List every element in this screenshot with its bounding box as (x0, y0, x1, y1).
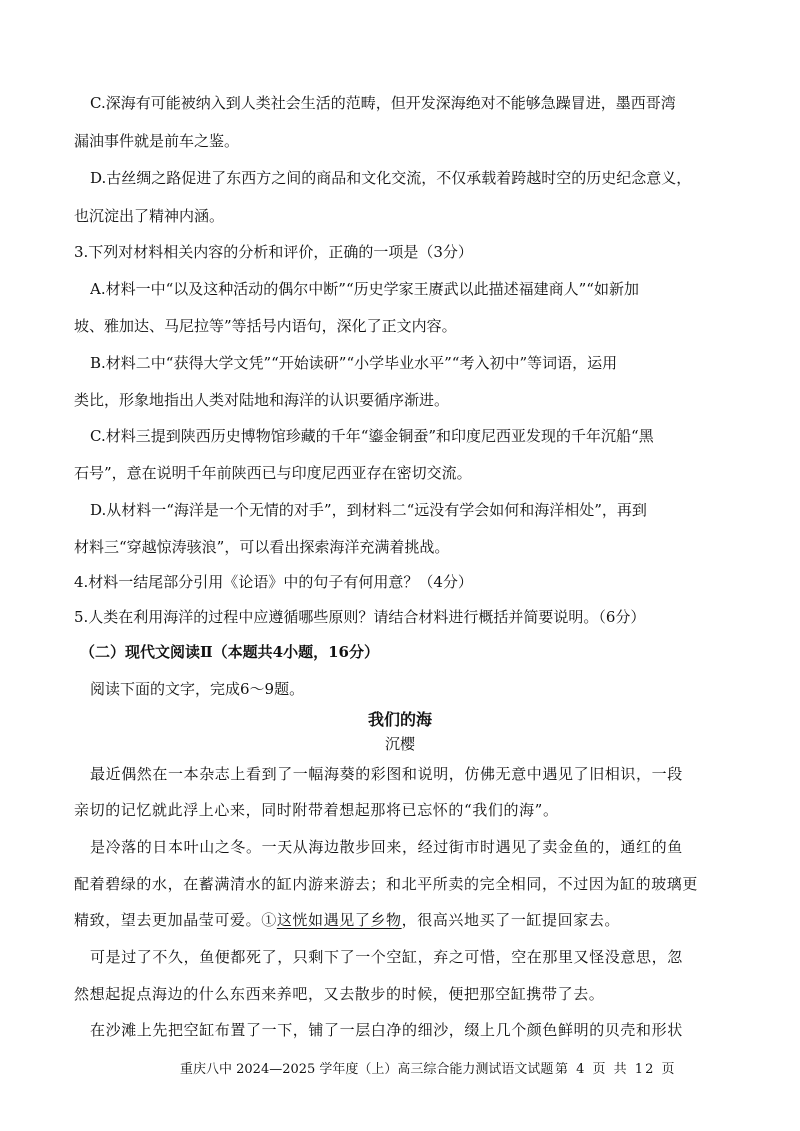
q3-option-d-line2: 材料三“穿越惊涛骇浪”，可以看出探索海洋充满着挑战。 (74, 538, 450, 556)
q2-option-c-line1: C.深海有可能被纳入到人类社会生活的范畴，但开发深海绝对不能够急躁冒进，墨西哥湾 (90, 94, 676, 112)
reading-instruction: 阅读下面的文字，完成6～9题。 (90, 680, 305, 698)
q3-option-c-line2: 石号”，意在说明千年前陕西已与印度尼西亚存在密切交流。 (74, 464, 472, 482)
q2-option-d-line2: 也沉淀出了精神内涵。 (74, 207, 225, 225)
p2-line3-suffix: ，很高兴地买了一缸提回家去。 (401, 911, 621, 929)
q3-stem: 3.下列对材料相关内容的分析和评价，正确的一项是（3分） (74, 243, 473, 261)
q2-option-d-line1: D.古丝绸之路促进了东西方之间的商品和文化交流，不仅承载着跨越时空的历史纪念意义， (90, 169, 692, 187)
q4-stem: 4.材料一结尾部分引用《论语》中的句子有何用意？（4分） (74, 573, 473, 591)
p2-line3 (74, 909, 734, 931)
annotation-marker-1: ① (261, 911, 277, 929)
q5-stem: 5.人类在利用海洋的过程中应遵循哪些原则？请结合材料进行概括并简要说明。（6分） (74, 608, 646, 626)
underlined-sentence-1: 这恍如遇见了乡物 (276, 911, 402, 929)
q3-option-b-line2: 类比，形象地指出人类对陆地和海洋的认识要循序渐进。 (74, 391, 450, 409)
footer-page-number: 第 4 页 共 12 页 (555, 1062, 677, 1077)
p3-line1: 可是过了不久，鱼便都死了，只剩下了一个空缸，弃之可惜，空在那里又怪没意思，忽 (90, 948, 683, 966)
q3-option-c-line1: C.材料三提到陕西历史博物馆珍藏的千年“鎏金铜蚕”和印度尼西亚发现的千年沉船“黑 (90, 427, 654, 445)
q3-option-a-line2: 坡、雅加达、马尼拉等”等括号内语句，深化了正文内容。 (74, 317, 457, 335)
p1-line1: 最近偶然在一本杂志上看到了一幅海葵的彩图和说明，仿佛无意中遇见了旧相识，一段 (90, 765, 683, 783)
p4-line1: 在沙滩上先把空缸布置了一下，铺了一层白净的细沙，缀上几个颜色鲜明的贝壳和形状 (90, 1021, 683, 1039)
footer-exam-title: 重庆八中 2024—2025 学年度（上）高三综合能力测试语文试题 (180, 1062, 554, 1077)
q3-option-b-line1: B.材料二中“获得大学文凭”“开始读研”“小学毕业水平”“考入初中”等词语，运用 (90, 354, 618, 372)
p1-line2: 亲切的记忆就此浮上心来，同时附带着想起那将已忘怀的“我们的海”。 (74, 801, 559, 819)
q3-option-a-line1: A.材料一中“以及这种活动的偶尔中断”“历史学家王赓武以此描述福建商人”“如新加 (90, 280, 639, 298)
section-heading: （二）现代文阅读Ⅱ（本题共4小题，16分） (80, 643, 379, 661)
q2-option-c-line2: 漏油事件就是前车之鉴。 (74, 132, 240, 150)
page-footer (180, 1060, 700, 1080)
p2-line2: 配着碧绿的水，在蓄满清水的缸内游来游去；和北平所卖的完全相同，不过因为缸的玻璃更 (74, 875, 699, 893)
article-author: 沉樱 (384, 735, 415, 753)
article-title: 我们的海 (367, 710, 432, 729)
p2-line3-prefix: 精致，望去更加晶莹可爱。 (74, 911, 262, 929)
p2-line1: 是冷落的日本叶山之冬。一天从海边散步回来，经过街市时遇见了卖金鱼的，通红的鱼 (90, 838, 683, 856)
p3-line2: 然想起捉点海边的什么东西来养吧，又去散步的时候，便把那空缸携带了去。 (74, 985, 605, 1003)
q3-option-d-line1: D.从材料一“海洋是一个无情的对手”，到材料二“远没有学会如何和海洋相处”，再到 (90, 501, 647, 519)
